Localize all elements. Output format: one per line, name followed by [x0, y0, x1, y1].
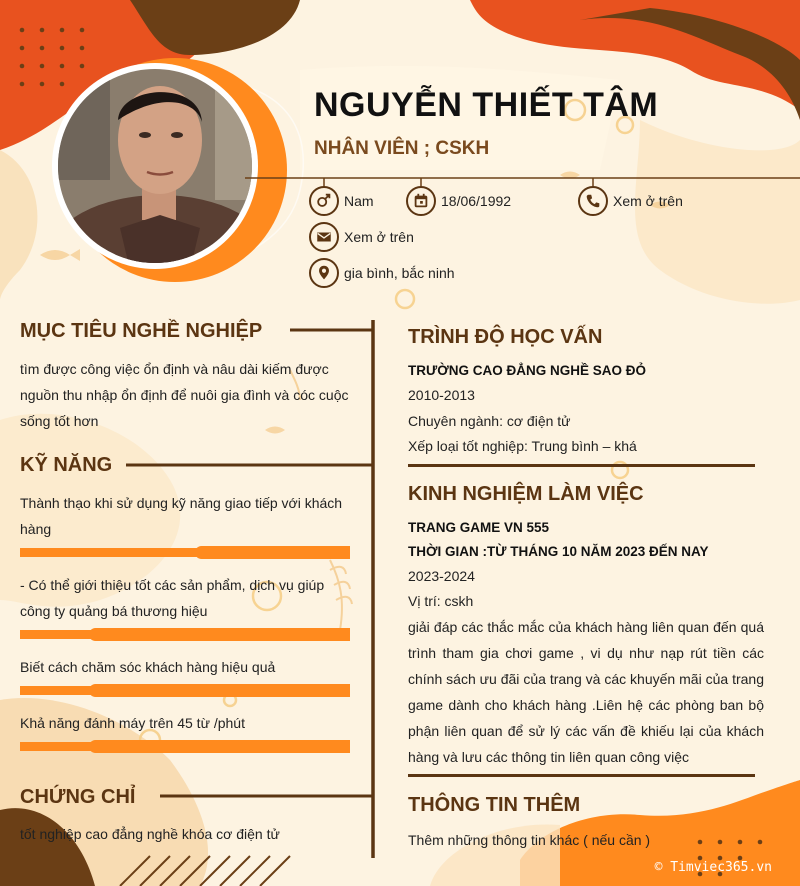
skill-item-1: Thành thạo khi sử dụng kỹ năng giao tiếp với khách hàng — [20, 495, 343, 537]
skill-bar-1 — [20, 546, 350, 559]
education-grade: Xếp loại tốt nghiệp: Trung bình – khá — [408, 438, 637, 454]
certificates-text: tốt nghiệp cao đẳng nghề khóa cơ điện tử — [20, 826, 280, 842]
education-school: TRƯỜNG CAO ĐẲNG NGHỀ SAO ĐỎ — [408, 363, 646, 378]
extra-heading: THÔNG TIN THÊM — [408, 794, 581, 816]
skill-level-4 — [89, 740, 350, 753]
experience-period-title: THỜI GIAN :TỪ THÁNG 10 NĂM 2023 ĐẾN NAY — [408, 544, 709, 559]
job-title: NHÂN VIÊN ; CSKH — [314, 138, 490, 159]
gender-icon — [309, 186, 339, 216]
skill-level-1 — [195, 546, 350, 559]
objective-text: tìm được công việc ổn định và nâu dài kiếm được nguồn thu nhập ổn định để nuôi gia đình và cóc cuộc sống tốt hơn — [20, 361, 349, 429]
skill-item-3: Biết cách chăm sóc khách hàng hiệu quả — [20, 659, 276, 675]
skill-bar-3 — [20, 684, 350, 697]
experience-years: 2023-2024 — [408, 568, 475, 584]
candidate-name: NGUYỄN THIẾT TÂM — [314, 86, 659, 124]
email-icon — [309, 222, 339, 252]
experience-heading: KINH NGHIỆM LÀM VIỆC — [408, 483, 644, 505]
skill-item-4: Khả năng đánh máy trên 45 từ /phút — [20, 715, 245, 731]
phone-icon — [578, 186, 608, 216]
skill-item-2: - Có thể giới thiệu tốt các sản phẩm, dịch vụ giúp công ty quảng bá thương hiệu — [20, 577, 325, 619]
skill-level-3 — [89, 684, 350, 697]
certificates-heading: CHỨNG CHỈ — [20, 786, 136, 808]
birthday-text: 18/06/1992 — [441, 193, 512, 209]
experience-company: TRANG GAME VN 555 — [408, 520, 550, 535]
objective-heading: MỤC TIÊU NGHỀ NGHIỆP — [20, 320, 263, 342]
experience-description: giải đáp các thắc mắc của khách hàng liên quan đến quá trình tham gia chơi game , vi dụ như nạp rút tiền các chính sách ưu đãi của trang và các khuyến mãi của trang game dành cho khách hàng .Liên hệ các phòng ban bộ phận liên quan để sử lý các vấn đề khiếu lại của khách hàng và lưu các thông tin liên quan công việc — [408, 619, 764, 765]
skill-level-2 — [89, 628, 350, 641]
education-major: Chuyên ngành: cơ điện tử — [408, 413, 571, 429]
calendar-icon — [406, 186, 436, 216]
experience-position: Vị trí: cskh — [408, 593, 474, 609]
education-years: 2010-2013 — [408, 387, 475, 403]
watermark: © Timviec365.vn — [654, 860, 772, 875]
address-text: gia bình, bắc ninh — [344, 265, 455, 281]
extra-text: Thêm những thông tin khác ( nếu cần ) — [408, 832, 651, 848]
location-icon — [309, 258, 339, 288]
experience-divider — [408, 774, 755, 777]
skills-heading: KỸ NĂNG — [20, 454, 113, 476]
skill-bar-2 — [20, 628, 350, 641]
education-heading: TRÌNH ĐỘ HỌC VẤN — [408, 326, 603, 348]
phone-text: Xem ở trên — [613, 193, 683, 209]
education-divider — [408, 464, 755, 467]
email-text: Xem ở trên — [344, 229, 414, 245]
skill-bar-4 — [20, 740, 350, 753]
gender-text: Nam — [344, 193, 374, 209]
